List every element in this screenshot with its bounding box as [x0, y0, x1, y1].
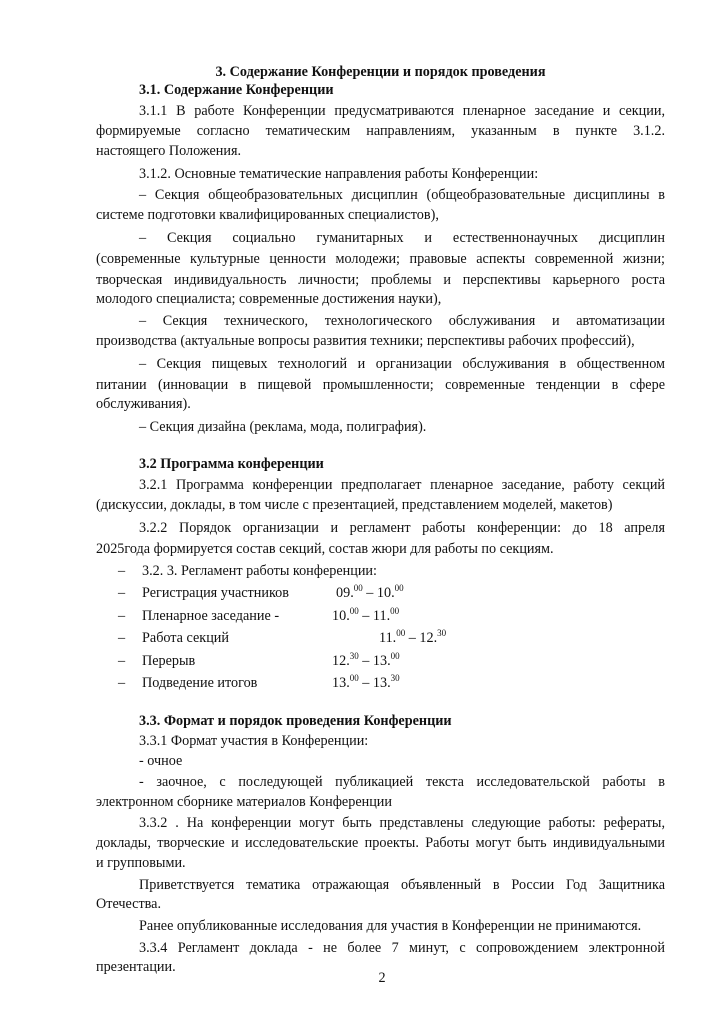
schedule-label: Регистрация участников	[142, 585, 289, 601]
dash-mark: –	[118, 585, 126, 601]
paragraph-line: 3.3.4 Регламент доклада - не более 7 минут, с сопровождением электронной	[139, 940, 665, 956]
paragraph-line: (дискуссии, доклады, в том числе с презентацией, представлением моделей, макетов)	[96, 497, 613, 513]
list-item-line: системе подготовки квалифицированных специалистов),	[96, 207, 439, 223]
dash-mark: –	[118, 653, 126, 669]
paragraph-line: и групповыми.	[96, 855, 186, 871]
dash-mark: –	[118, 630, 126, 646]
schedule-row	[118, 606, 518, 626]
schedule-row	[118, 673, 518, 693]
paragraph-line: 3.1.2. Основные тематические направления работы Конференции:	[139, 166, 539, 182]
paragraph-line: 3.3.2 . На конференции могут быть представлены следующие работы: рефераты,	[139, 815, 665, 831]
paragraph-line: 2025года формируется состав секций, состав жюри для работы по секциям.	[96, 541, 554, 557]
schedule-time: 10.00 – 11.00	[332, 606, 400, 624]
subsection-title-3-2: 3.2 Программа конференции	[139, 456, 324, 472]
schedule-row	[118, 628, 518, 648]
schedule-time: 09.00 – 10.00	[336, 583, 404, 601]
list-item-line: творческая индивидуальность личности; проблемы и перспективы карьерного роста	[96, 272, 665, 288]
list-item-line: – Секция пищевых технологий и организации обслуживания в общественном	[139, 356, 665, 372]
subsection-title-3-1: 3.1. Содержание Конференции	[139, 82, 334, 98]
schedule-label: Подведение итогов	[142, 675, 258, 691]
schedule-title-label: 3.2. 3. Регламент работы конференции:	[142, 563, 377, 579]
paragraph-line: 3.2.1 Программа конференции предполагает пленарное заседание, работу секций	[139, 477, 665, 493]
paragraph-line: - очное	[139, 753, 183, 769]
list-item-line: производства (актуальные вопросы развития техники; перспективы рабочих профессий),	[96, 333, 635, 349]
schedule-time: 13.00 – 13.30	[332, 673, 400, 691]
schedule-label: Перерыв	[142, 653, 196, 669]
dash-mark: –	[118, 608, 126, 624]
subsection-title-3-3: 3.3. Формат и порядок проведения Конференции	[139, 713, 452, 729]
list-item-line: – Секция технического, технологического обслуживания и автоматизации	[139, 313, 665, 329]
schedule-row	[118, 651, 518, 671]
schedule-label: Работа секций	[142, 630, 229, 646]
list-item-line: обслуживания).	[96, 396, 191, 412]
paragraph-line: формируемые согласно тематическим направлениям, указанным в пункте 3.1.2.	[96, 123, 665, 139]
paragraph-line: 3.3.1 Формат участия в Конференции:	[139, 733, 369, 749]
list-item-line: питании (инновации в пищевой промышленности; современные тенденции в сфере	[96, 377, 665, 393]
paragraph-line: Отечества.	[96, 896, 162, 912]
schedule-time: 12.30 – 13.00	[332, 651, 400, 669]
page-number: 2	[378, 970, 386, 986]
schedule-title	[118, 561, 518, 581]
list-item-line: – Секция социально гуманитарных и естественнонаучных дисциплин	[139, 230, 665, 246]
paragraph-line: - заочное, с последующей публикацией текста исследовательской работы в	[139, 774, 665, 790]
paragraph-line: Ранее опубликованные исследования для участия в Конференции не принимаются.	[139, 918, 642, 934]
dash-mark: –	[118, 563, 126, 579]
paragraph-line: электронном сборнике материалов Конференции	[96, 794, 392, 810]
schedule-time: 11.00 – 12.30	[379, 628, 447, 646]
list-item-line: – Секция общеобразовательных дисциплин (общеобразовательные дисциплины в	[139, 187, 665, 203]
list-item-line: (современные культурные ценности молодежи; правовые аспекты современной жизни;	[96, 251, 665, 267]
paragraph-line: 3.1.1 В работе Конференции предусматриваются пленарное заседание и секции,	[139, 103, 665, 119]
paragraph-line: настоящего Положения.	[96, 143, 242, 159]
schedule-label: Пленарное заседание -	[142, 608, 280, 624]
dash-mark: –	[118, 675, 126, 691]
paragraph-line: 3.2.2 Порядок организации и регламент работы конференции: до 18 апреля	[139, 520, 665, 536]
paragraph-line: доклады, творческие и исследовательские проекты. Работы могут быть индивидуальными	[96, 835, 665, 851]
section-heading: 3. Содержание Конференции и порядок проведения	[215, 64, 546, 80]
schedule-row	[118, 583, 518, 603]
list-item-line: молодого специалиста; современные достижения науки),	[96, 291, 442, 307]
paragraph-line: презентации.	[96, 959, 176, 975]
list-item-line: – Секция дизайна (реклама, мода, полиграфия).	[139, 419, 427, 435]
paragraph-line: Приветствуется тематика отражающая объявленный в России Год Защитника	[139, 877, 665, 893]
